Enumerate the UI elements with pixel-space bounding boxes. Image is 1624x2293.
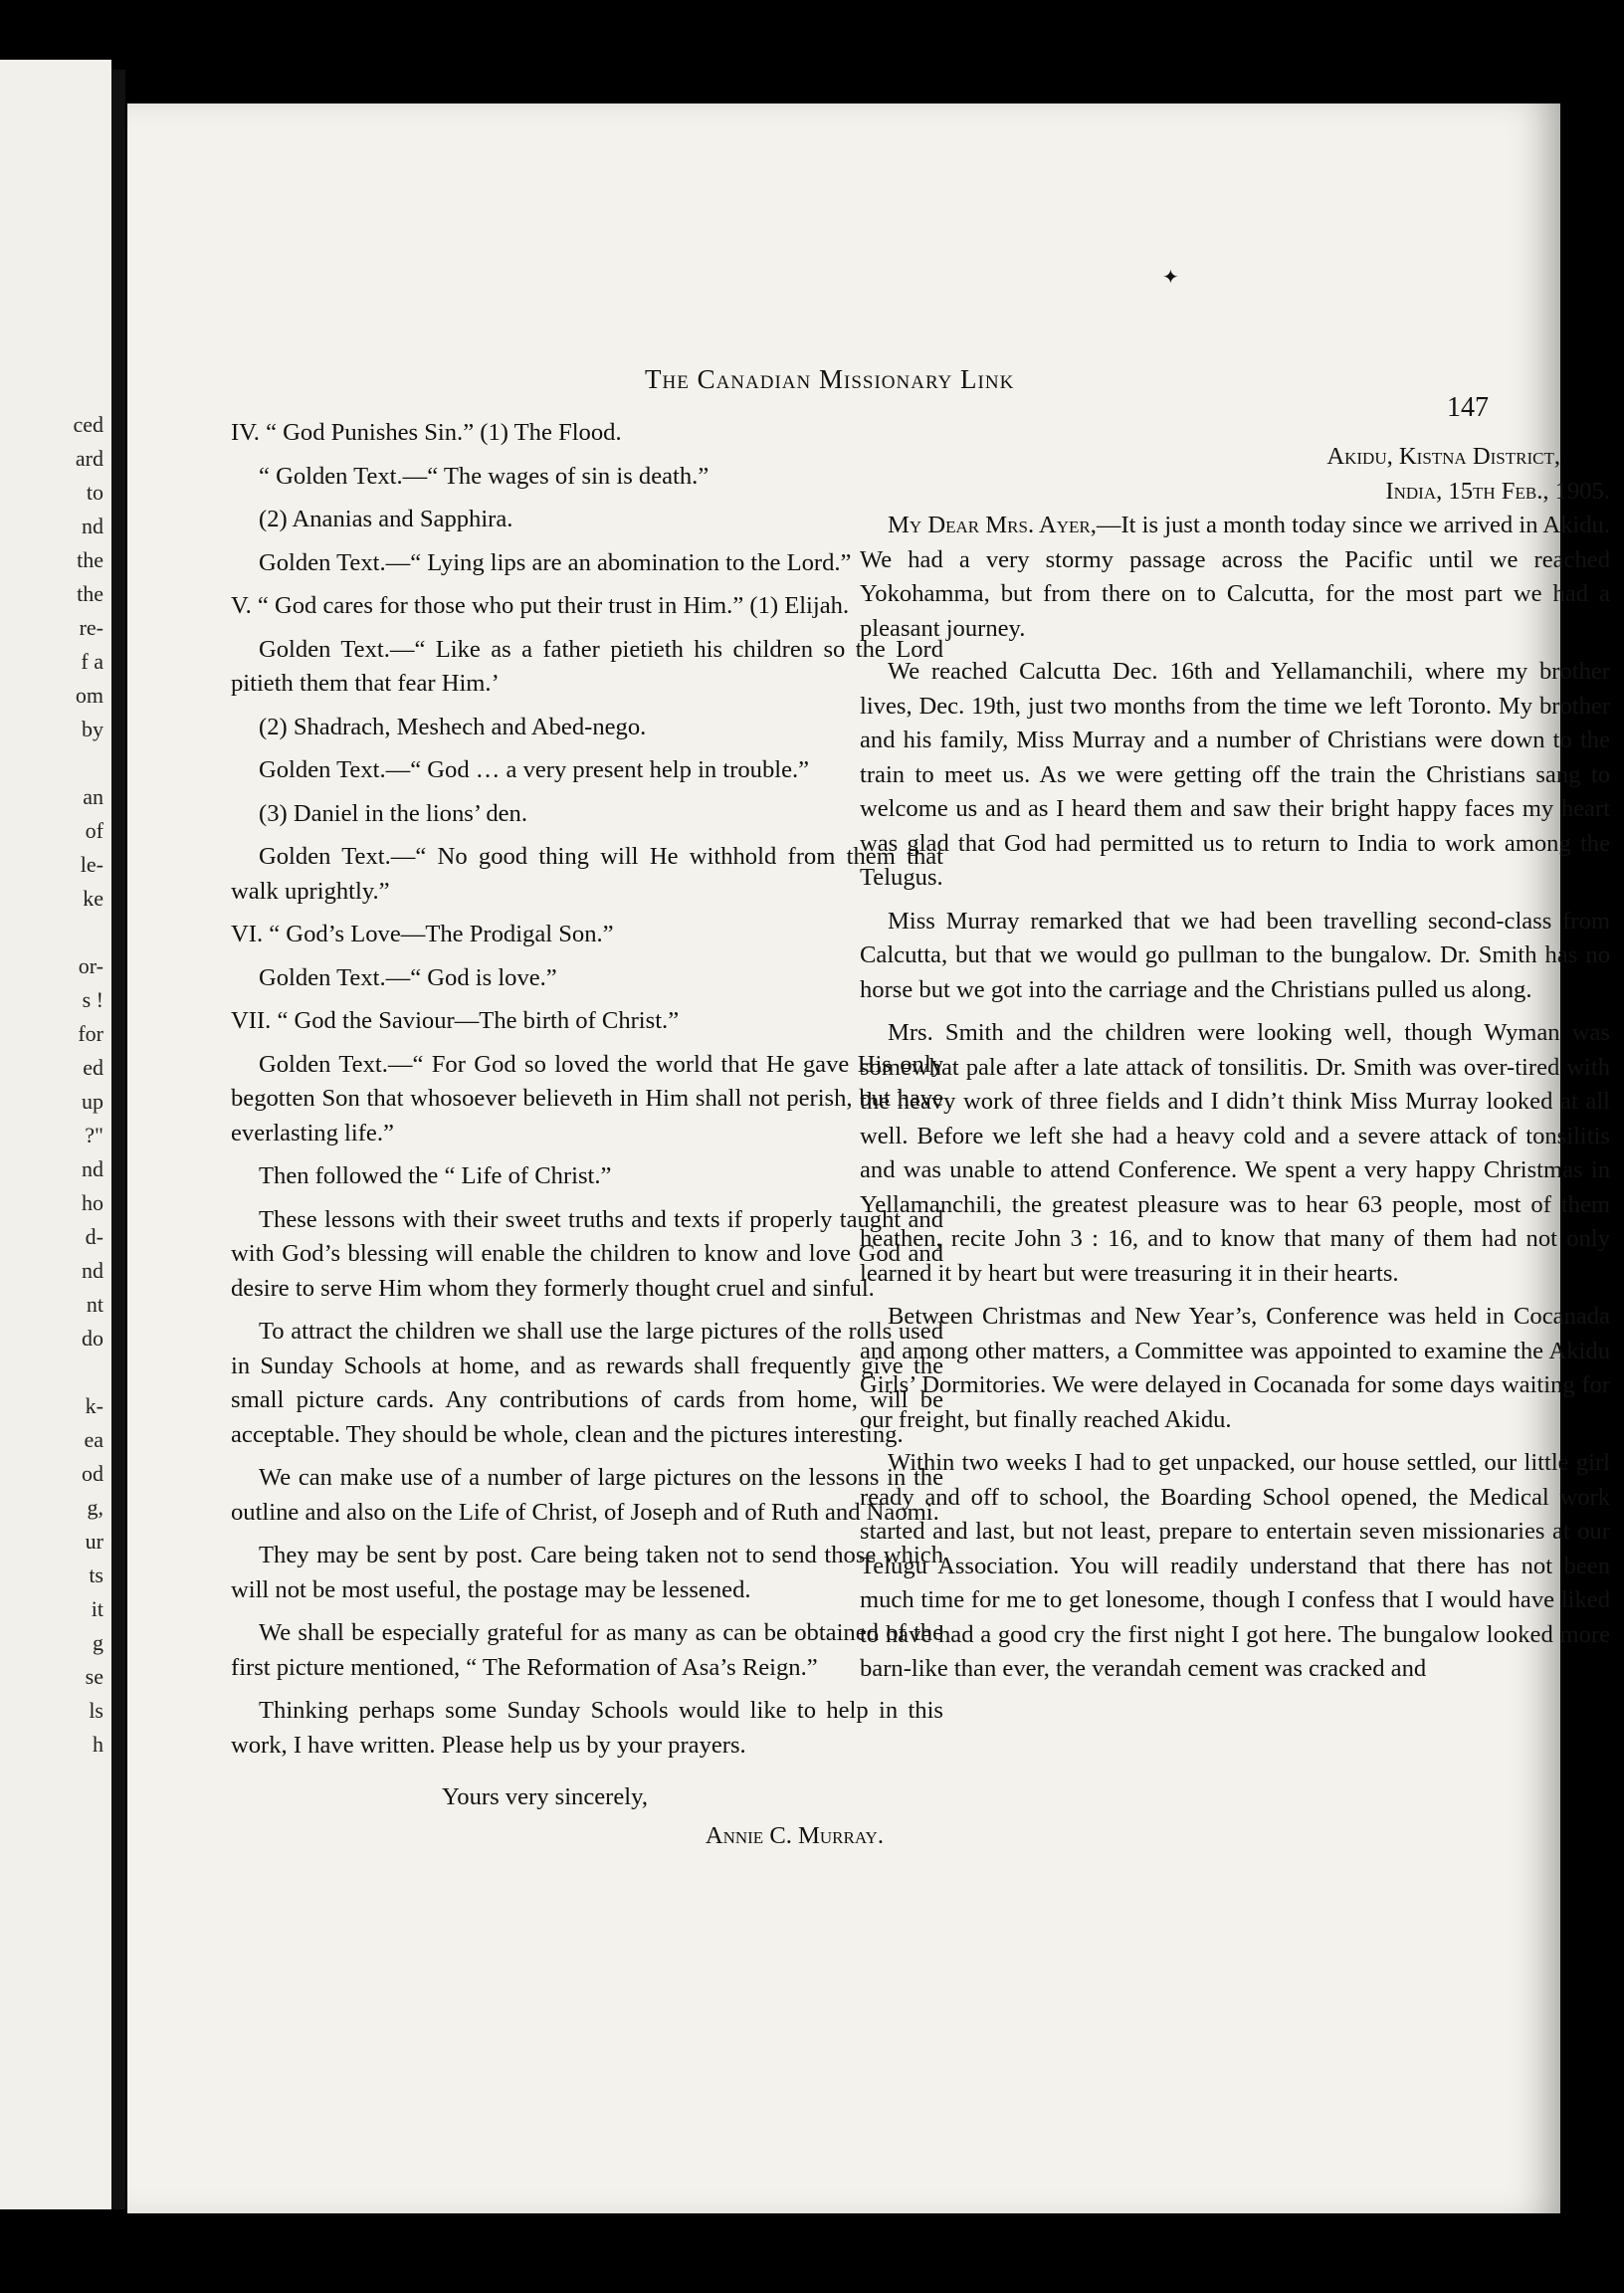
paragraph: Golden Text.—“ God … a very present help in trouble.”: [259, 756, 810, 783]
previous-page-fragment-line: do: [82, 1326, 103, 1351]
previous-page-fragment-line: up: [82, 1089, 103, 1114]
previous-page-fragment-line: ard: [75, 446, 103, 471]
previous-page-fragment-line: to: [86, 480, 103, 505]
previous-page-fragment-line: [4, 1355, 103, 1389]
page-gutter: [111, 70, 125, 2209]
previous-page-fragment-line: ?": [85, 1123, 103, 1147]
previous-page-fragment-line: od: [82, 1461, 103, 1486]
paragraph: We can make use of a number of large pictures on the lessons in the outline and also on the Life of Christ, of Joseph and of Ruth and Naomi.: [231, 1464, 943, 1526]
previous-page-fragment-line: ea: [84, 1427, 103, 1452]
paragraph: Golden Text.—“ God is love.”: [259, 963, 557, 991]
previous-page-fragment-line: by: [82, 717, 103, 741]
previous-page-fragment-line: f a: [81, 649, 103, 674]
paragraph: Golden Text.—“ Lying lips are an abomination to the Lord.”: [259, 548, 852, 576]
previous-page-fragment-line: g,: [87, 1495, 103, 1520]
paragraph: VI. “ God’s Love—The Prodigal Son.”: [231, 921, 614, 947]
previous-page-fragment-line: ur: [85, 1529, 103, 1554]
ornament: ✦: [1162, 267, 1179, 289]
previous-page-fragment-line: ts: [89, 1563, 103, 1587]
paragraph: Within two weeks I had to get unpacked, our house settled, our little girl ready and off to school, the Boarding School opened, the Medical work started and last, but not least, prepare to entertain seven missionaries at our Telugu Association. You will readily understand that there has not been much time for me to get lonesome, though I confess that I would have liked to have had a good cry the first night I got here. The bungalow looked more barn-like than ever, the verandah cement was cracked and: [860, 1449, 1610, 1682]
letter-opening: [860, 509, 1610, 646]
paragraph: Mrs. Smith and the children were looking well, though Wyman was somewhat pale after a late attack of tonsilitis. Dr. Smith was over-tired with the heavy work of three fields and I didn’t think Miss Murray looked at all well. Before we left she had a heavy cold and a severe attack of tonsilitis and was unable to attend Conference. We spent a very happy Christmas in Yellamanchili, the greatest pleasure was to hear 63 people, most of them heathen, recite John 3 : 16, and to know that many of them had not only learned it by heart but were treasuring it in their hearts.: [860, 1019, 1610, 1287]
paragraph: Golden Text.—“ No good thing will He withhold from them that walk uprightly.”: [231, 843, 943, 905]
previous-page-fragment-line: ced: [73, 412, 103, 437]
previous-page-fragment-line: ls: [89, 1698, 103, 1723]
previous-page-fragment-line: the: [77, 547, 103, 572]
previous-page-fragment-line: nt: [86, 1292, 103, 1317]
paragraph: Golden Text.—“ Like as a father pietieth his children so the Lord pitieth them that fear Him.’: [231, 635, 943, 697]
paragraph: These lessons with their sweet truths and texts if properly taught and with God’s blessing will enable the children to know and love God and desire to serve Him whom they formerly thought cruel and sinful.: [231, 1205, 943, 1302]
previous-page-fragment-line: h: [93, 1732, 103, 1757]
previous-page-fragment-line: nd: [82, 1156, 103, 1181]
previous-page-fragment-line: [4, 746, 103, 780]
closing-phrase: Yours very sincerely,: [442, 1783, 648, 1810]
previous-page-fragment-line: se: [85, 1664, 103, 1689]
previous-page-fragment-line: for: [78, 1021, 103, 1046]
paragraph: They may be sent by post. Care being taken not to send those which will not be most useful, the postage may be lessened.: [231, 1542, 943, 1603]
document-page: [127, 104, 1611, 2213]
paragraph: Thinking perhaps some Sunday Schools would like to help in this work, I have written. Please help us by your prayers.: [231, 1697, 943, 1759]
previous-page-fragment-line: ho: [82, 1190, 103, 1215]
previous-page-fragment-line: ed: [83, 1055, 103, 1080]
previous-page-fragment-line: ke: [83, 886, 103, 911]
previous-page-fragment-line: of: [85, 818, 103, 843]
letter-date-line: India, 15th Feb., 1905.: [1385, 477, 1610, 505]
previous-page-fragment-line: om: [75, 683, 103, 708]
signature: Annie C. Murray.: [705, 1821, 884, 1849]
paragraph: Golden Text.—“ For God so loved the world that He gave His only begotten Son that whosoever believeth in Him shall not perish, but have everlasting life.”: [231, 1050, 943, 1146]
paragraph: (2) Shadrach, Meshech and Abed-nego.: [259, 713, 647, 740]
previous-page-fragment-line: g: [93, 1630, 103, 1655]
paragraph: We reached Calcutta Dec. 16th and Yellamanchili, where my brother lives, Dec. 19th, just two months from the time we left Toronto. My brother and his family, Miss Murray and a number of Christians were down to the train to meet us. As we were getting off the train the Christians sang to welcome us and as I heard them and saw their bright happy faces my heart was glad that God had permitted us to return to India to work among the Telugus.: [860, 658, 1610, 891]
paragraph: IV. “ God Punishes Sin.” (1) The Flood.: [231, 419, 622, 446]
previous-page-fragment-line: re-: [79, 615, 103, 640]
page-number: 147: [1447, 392, 1489, 423]
previous-page-fragment-line: d-: [85, 1224, 103, 1249]
previous-page-fragment-line: [4, 916, 103, 949]
paragraph: We shall be especially grateful for as many as can be obtained of the first picture mentioned, “ The Reformation of Asa’s Reign.”: [231, 1619, 943, 1681]
previous-page-fragment-line: an: [83, 784, 103, 809]
paragraph: V. “ God cares for those who put their trust in Him.” (1) Elijah.: [231, 592, 850, 619]
previous-page-fragment-line: or-: [78, 953, 103, 978]
paragraph: To attract the children we shall use the large pictures of the rolls used in Sunday Schools at home, and as rewards shall frequently give the small picture cards. Any contributions of cards from home, will be acceptable. They should be whole, clean and the pictures interesting.: [231, 1318, 943, 1448]
previous-page-fragment-line: s !: [82, 987, 103, 1012]
paragraph: VII. “ God the Saviour—The birth of Christ.”: [231, 1007, 680, 1034]
previous-page-text: [4, 408, 103, 1762]
paragraph: (3) Daniel in the lions’ den.: [259, 799, 528, 827]
right-column: [860, 440, 1610, 1696]
paragraph: Between Christmas and New Year’s, Conference was held in Cocanada and among other matters, a Committee was appointed to examine the Akidu Girls’ Dormitories. We were delayed in Cocanada for some days waiting for our freight, but finally reached Akidu.: [860, 1303, 1610, 1433]
letter-closing: [231, 1780, 943, 1853]
previous-page-fragment-line: it: [91, 1596, 103, 1621]
running-title: The Canadian Missionary Link: [645, 364, 1015, 394]
previous-page-fragment-line: the: [77, 581, 103, 606]
letter-greeting: My Dear Mrs. Ayer,: [888, 512, 1097, 538]
previous-page-fragment-line: k-: [85, 1393, 103, 1418]
previous-page-fragment-line: nd: [82, 1258, 103, 1283]
previous-page-fragment: [0, 60, 111, 2209]
paragraph: “ Golden Text.—“ The wages of sin is death.”: [259, 462, 710, 490]
paragraph: —It is just a month today since we arrived in Akidu. We had a very stormy passage across the Pacific until we reached Yokohamma, but from there on to Calcutta, for the most part we had a pleasant journey.: [860, 512, 1611, 642]
previous-page-fragment-line: nd: [82, 514, 103, 538]
left-column: [231, 416, 943, 1853]
paragraph: Miss Murray remarked that we had been travelling second-class from Calcutta, but that we would go pullman to the bungalow. Dr. Smith has no horse but we got into the carriage and the Christians pulled us along.: [860, 907, 1610, 1003]
paragraph: Then followed the “ Life of Christ.”: [259, 1162, 612, 1189]
paragraph: (2) Ananias and Sapphira.: [259, 506, 513, 532]
previous-page-fragment-line: le-: [80, 852, 103, 877]
letter-address-line: Akidu, Kistna District,: [1326, 443, 1560, 470]
